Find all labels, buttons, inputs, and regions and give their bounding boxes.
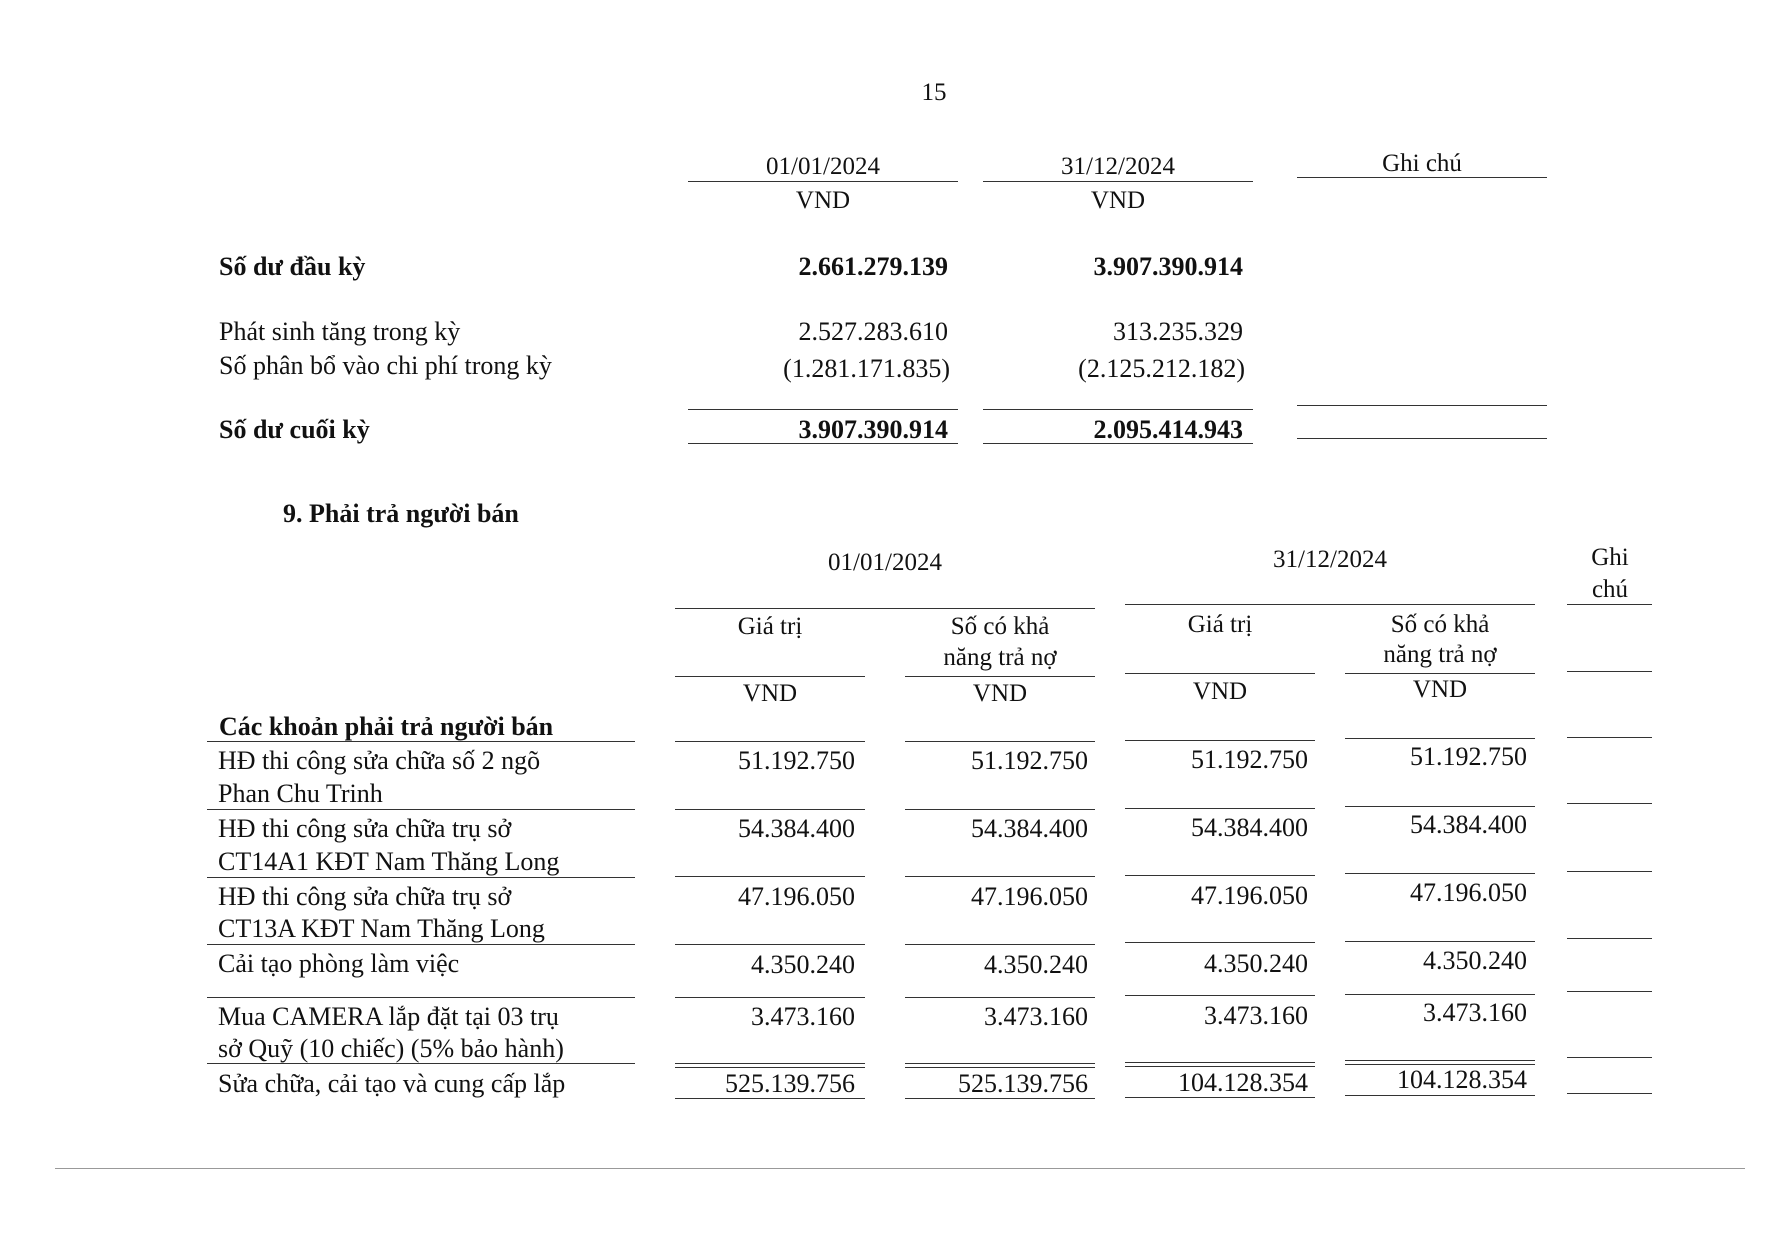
row-rule [675, 997, 865, 998]
row-rule [1567, 991, 1652, 992]
row-rule [675, 876, 865, 877]
group-rule [675, 608, 1095, 609]
subtotal-rule [688, 409, 958, 410]
value-2024-12: 4.350.240 [1204, 949, 1308, 978]
row-rule [1567, 1057, 1652, 1058]
row-rule [207, 741, 635, 742]
note-rule [1567, 671, 1652, 672]
row-rule [1125, 1062, 1315, 1063]
row-rule [675, 1067, 865, 1068]
row-rule [207, 809, 635, 810]
row-description-line1: HĐ thi công sửa chữa trụ sở [218, 814, 512, 843]
subheader-rule [675, 676, 865, 677]
col-header-opening-date: 01/01/2024 [766, 153, 880, 180]
row-rule [675, 809, 865, 810]
value-2024-12: 51.192.750 [1191, 745, 1308, 774]
subheader-rule [905, 676, 1095, 677]
total-rule [983, 443, 1253, 444]
col-header-ability-1: Số có khả [950, 613, 1050, 640]
row-rule [1125, 740, 1315, 741]
value-2024-01: 525.139.756 [725, 1069, 855, 1098]
row-rule [207, 944, 635, 945]
row-rule [207, 877, 635, 878]
row-rule [207, 1063, 635, 1064]
row-rule [905, 809, 1095, 810]
row-label-increase: Phát sinh tăng trong kỳ [219, 317, 461, 346]
row-description-line1: HĐ thi công sửa chữa trụ sở [218, 882, 512, 911]
header-rule [1297, 177, 1547, 178]
subheader-rule [1345, 673, 1535, 674]
value-2024-12: 54.384.400 [1191, 813, 1308, 842]
allocated-2024-01: (1.281.171.835) [783, 354, 950, 383]
row-rule [1125, 808, 1315, 809]
value-2024-01: 51.192.750 [738, 746, 855, 775]
ability-2024-12: 54.384.400 [1410, 810, 1527, 839]
subheader-rule [1125, 673, 1315, 674]
col-header-closing-date: 31/12/2024 [1061, 153, 1175, 180]
row-description-line2: CT13A KĐT Nam Thăng Long [218, 914, 545, 943]
row-rule [1125, 875, 1315, 876]
row-rule [905, 876, 1095, 877]
row-rule [675, 1063, 865, 1064]
ability-2024-01: 51.192.750 [971, 746, 1088, 775]
page-bottom-divider [55, 1168, 1745, 1169]
ability-2024-01: 47.196.050 [971, 882, 1088, 911]
value-2024-12: 3.473.160 [1204, 1001, 1308, 1030]
col-header-ability-2: năng trả nợ [1383, 641, 1497, 668]
row-rule [905, 1098, 1095, 1099]
row-rule [1345, 1095, 1535, 1096]
value-2024-01: 47.196.050 [738, 882, 855, 911]
ability-2024-12: 47.196.050 [1410, 878, 1527, 907]
total-rule [1297, 438, 1547, 439]
row-description-line2: Phan Chu Trinh [218, 779, 383, 808]
increase-2024-12: 313.235.329 [1113, 317, 1243, 346]
row-rule [905, 944, 1095, 945]
row-rule [675, 741, 865, 742]
row-description-line1: HĐ thi công sửa chữa số 2 ngõ [218, 746, 541, 775]
increase-2024-01: 2.527.283.610 [798, 317, 948, 346]
row-rule [1125, 995, 1315, 996]
value-2024-01: 54.384.400 [738, 814, 855, 843]
row-rule [1125, 1097, 1315, 1098]
ability-2024-01: 54.384.400 [971, 814, 1088, 843]
col-header-note: Ghi chú [1382, 150, 1462, 177]
currency-label: VND [1412, 676, 1468, 703]
row-label-allocated: Số phân bổ vào chi phí trong kỳ [219, 351, 552, 380]
ability-2024-12: 4.350.240 [1423, 946, 1527, 975]
col-header-ability-1: Số có khả [1390, 611, 1490, 638]
value-2024-01: 3.473.160 [751, 1002, 855, 1031]
row-rule [675, 944, 865, 945]
col-header-note-1: Ghi [1591, 544, 1629, 571]
currency-label: VND [972, 680, 1028, 707]
row-rule [207, 997, 635, 998]
row-rule [1567, 1093, 1652, 1094]
col-header-note-2: chú [1591, 576, 1629, 603]
note-rule [1567, 604, 1652, 605]
section-title: 9. Phải trả người bán [283, 499, 519, 528]
subtotal-rule [983, 409, 1253, 410]
row-rule [1345, 873, 1535, 874]
currency-label: VND [795, 187, 851, 214]
currency-label: VND [1192, 678, 1248, 705]
ability-2024-12: 3.473.160 [1423, 998, 1527, 1027]
col-header-ability-2: năng trả nợ [943, 644, 1057, 671]
group-rule [1125, 604, 1535, 605]
total-rule [688, 443, 958, 444]
header-rule [983, 181, 1253, 182]
row-rule [675, 1098, 865, 1099]
row-rule [1345, 806, 1535, 807]
row-rule [905, 997, 1095, 998]
row-rule [1345, 1060, 1535, 1061]
ability-2024-12: 104.128.354 [1397, 1065, 1527, 1094]
row-rule [1567, 938, 1652, 939]
row-rule [1567, 803, 1652, 804]
value-2024-12: 47.196.050 [1191, 881, 1308, 910]
row-rule [1345, 994, 1535, 995]
row-rule [1125, 1066, 1315, 1067]
page-number: 15 [921, 79, 947, 106]
ability-2024-01: 525.139.756 [958, 1069, 1088, 1098]
opening-balance-2024-12: 3.907.390.914 [1093, 252, 1243, 281]
row-description-line2: CT14A1 KĐT Nam Thăng Long [218, 847, 560, 876]
row-rule [905, 1063, 1095, 1064]
row-rule [905, 741, 1095, 742]
col-header-value: Giá trị [737, 613, 803, 640]
col-header-value: Giá trị [1187, 611, 1253, 638]
col-group-header-opening-date: 01/01/2024 [828, 549, 942, 576]
currency-label: VND [742, 680, 798, 707]
row-rule [1345, 941, 1535, 942]
row-description-line2: sở Quỹ (10 chiếc) (5% bảo hành) [218, 1034, 564, 1063]
row-label-closing-balance: Số dư cuối kỳ [219, 415, 370, 444]
closing-balance-2024-01: 3.907.390.914 [798, 415, 948, 444]
row-rule [905, 1067, 1095, 1068]
row-rule [1567, 737, 1652, 738]
ability-2024-01: 3.473.160 [984, 1002, 1088, 1031]
row-label-opening-balance: Số dư đầu kỳ [219, 252, 366, 281]
closing-balance-2024-12: 2.095.414.943 [1093, 415, 1243, 444]
header-rule [688, 181, 958, 182]
value-2024-12: 104.128.354 [1178, 1068, 1308, 1097]
ability-2024-12: 51.192.750 [1410, 742, 1527, 771]
allocated-2024-12: (2.125.212.182) [1078, 354, 1245, 383]
row-description-line1: Mua CAMERA lắp đặt tại 03 trụ [218, 1002, 559, 1031]
row-rule [1125, 942, 1315, 943]
value-2024-01: 4.350.240 [751, 950, 855, 979]
row-description-line1: Cải tạo phòng làm việc [218, 949, 460, 978]
row-description-line1: Sửa chữa, cải tạo và cung cấp lắp [218, 1069, 566, 1098]
currency-label: VND [1090, 187, 1146, 214]
group-label: Các khoản phải trả người bán [219, 712, 554, 741]
row-rule [1345, 738, 1535, 739]
subtotal-rule [1297, 405, 1547, 406]
col-group-header-closing-date: 31/12/2024 [1273, 546, 1387, 573]
ability-2024-01: 4.350.240 [984, 950, 1088, 979]
row-rule [1567, 871, 1652, 872]
opening-balance-2024-01: 2.661.279.139 [798, 252, 948, 281]
